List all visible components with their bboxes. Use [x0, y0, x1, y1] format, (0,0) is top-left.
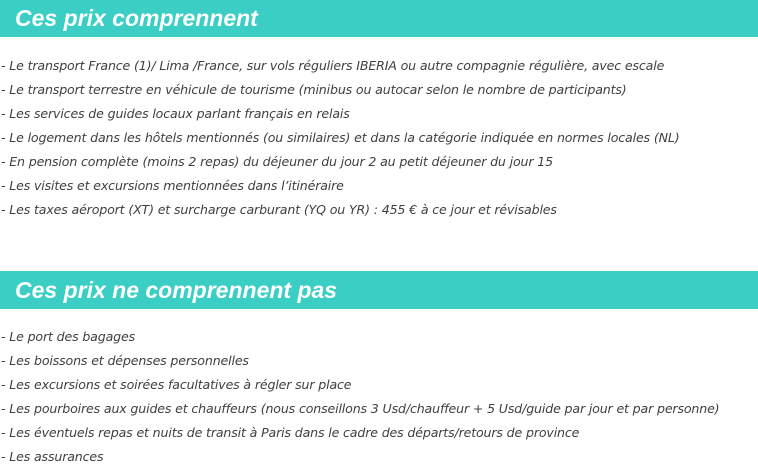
excludes-item: - Les boissons et dépenses personnelles [1, 353, 249, 368]
excludes-item: - Le port des bagages [1, 329, 136, 344]
excludes-item: - Les excursions et soirées facultatives à régler sur place [1, 377, 352, 392]
includes-item: - Les taxes aéroport (XT) et surcharge carburant (YQ ou YR) : 455 € à ce jour et révisables [1, 202, 557, 217]
excludes-list [0, 325, 758, 469]
includes-item: - En pension complète (moins 2 repas) du déjeuner du jour 2 au petit déjeuner du jour 15 [1, 154, 553, 169]
includes-item: - Le transport France (1)/ Lima /France, sur vols réguliers IBERIA ou autre compagnie régulière, avec escale [1, 58, 665, 73]
includes-section [0, 0, 758, 222]
includes-item: - Les visites et excursions mentionnées dans l’itinéraire [1, 178, 344, 193]
excludes-section [0, 271, 758, 469]
excludes-heading: Ces prix ne comprennent pas [0, 271, 758, 309]
excludes-item: - Les assurances [1, 449, 104, 464]
includes-item: - Les services de guides locaux parlant français en relais [1, 106, 350, 121]
includes-item: - Le transport terrestre en véhicule de tourisme (minibus ou autocar selon le nombre de participants) [1, 82, 627, 97]
excludes-item: - Les éventuels repas et nuits de transit à Paris dans le cadre des départs/retours de province [1, 425, 580, 440]
includes-list [0, 54, 758, 222]
excludes-item: - Les pourboires aux guides et chauffeurs (nous conseillons 3 Usd/chauffeur + 5 Usd/guide par jour et par personne) [1, 401, 720, 416]
includes-item: - Le logement dans les hôtels mentionnés (ou similaires) et dans la catégorie indiquée en normes locales (NL) [1, 130, 680, 145]
includes-heading: Ces prix comprennent [0, 0, 758, 37]
